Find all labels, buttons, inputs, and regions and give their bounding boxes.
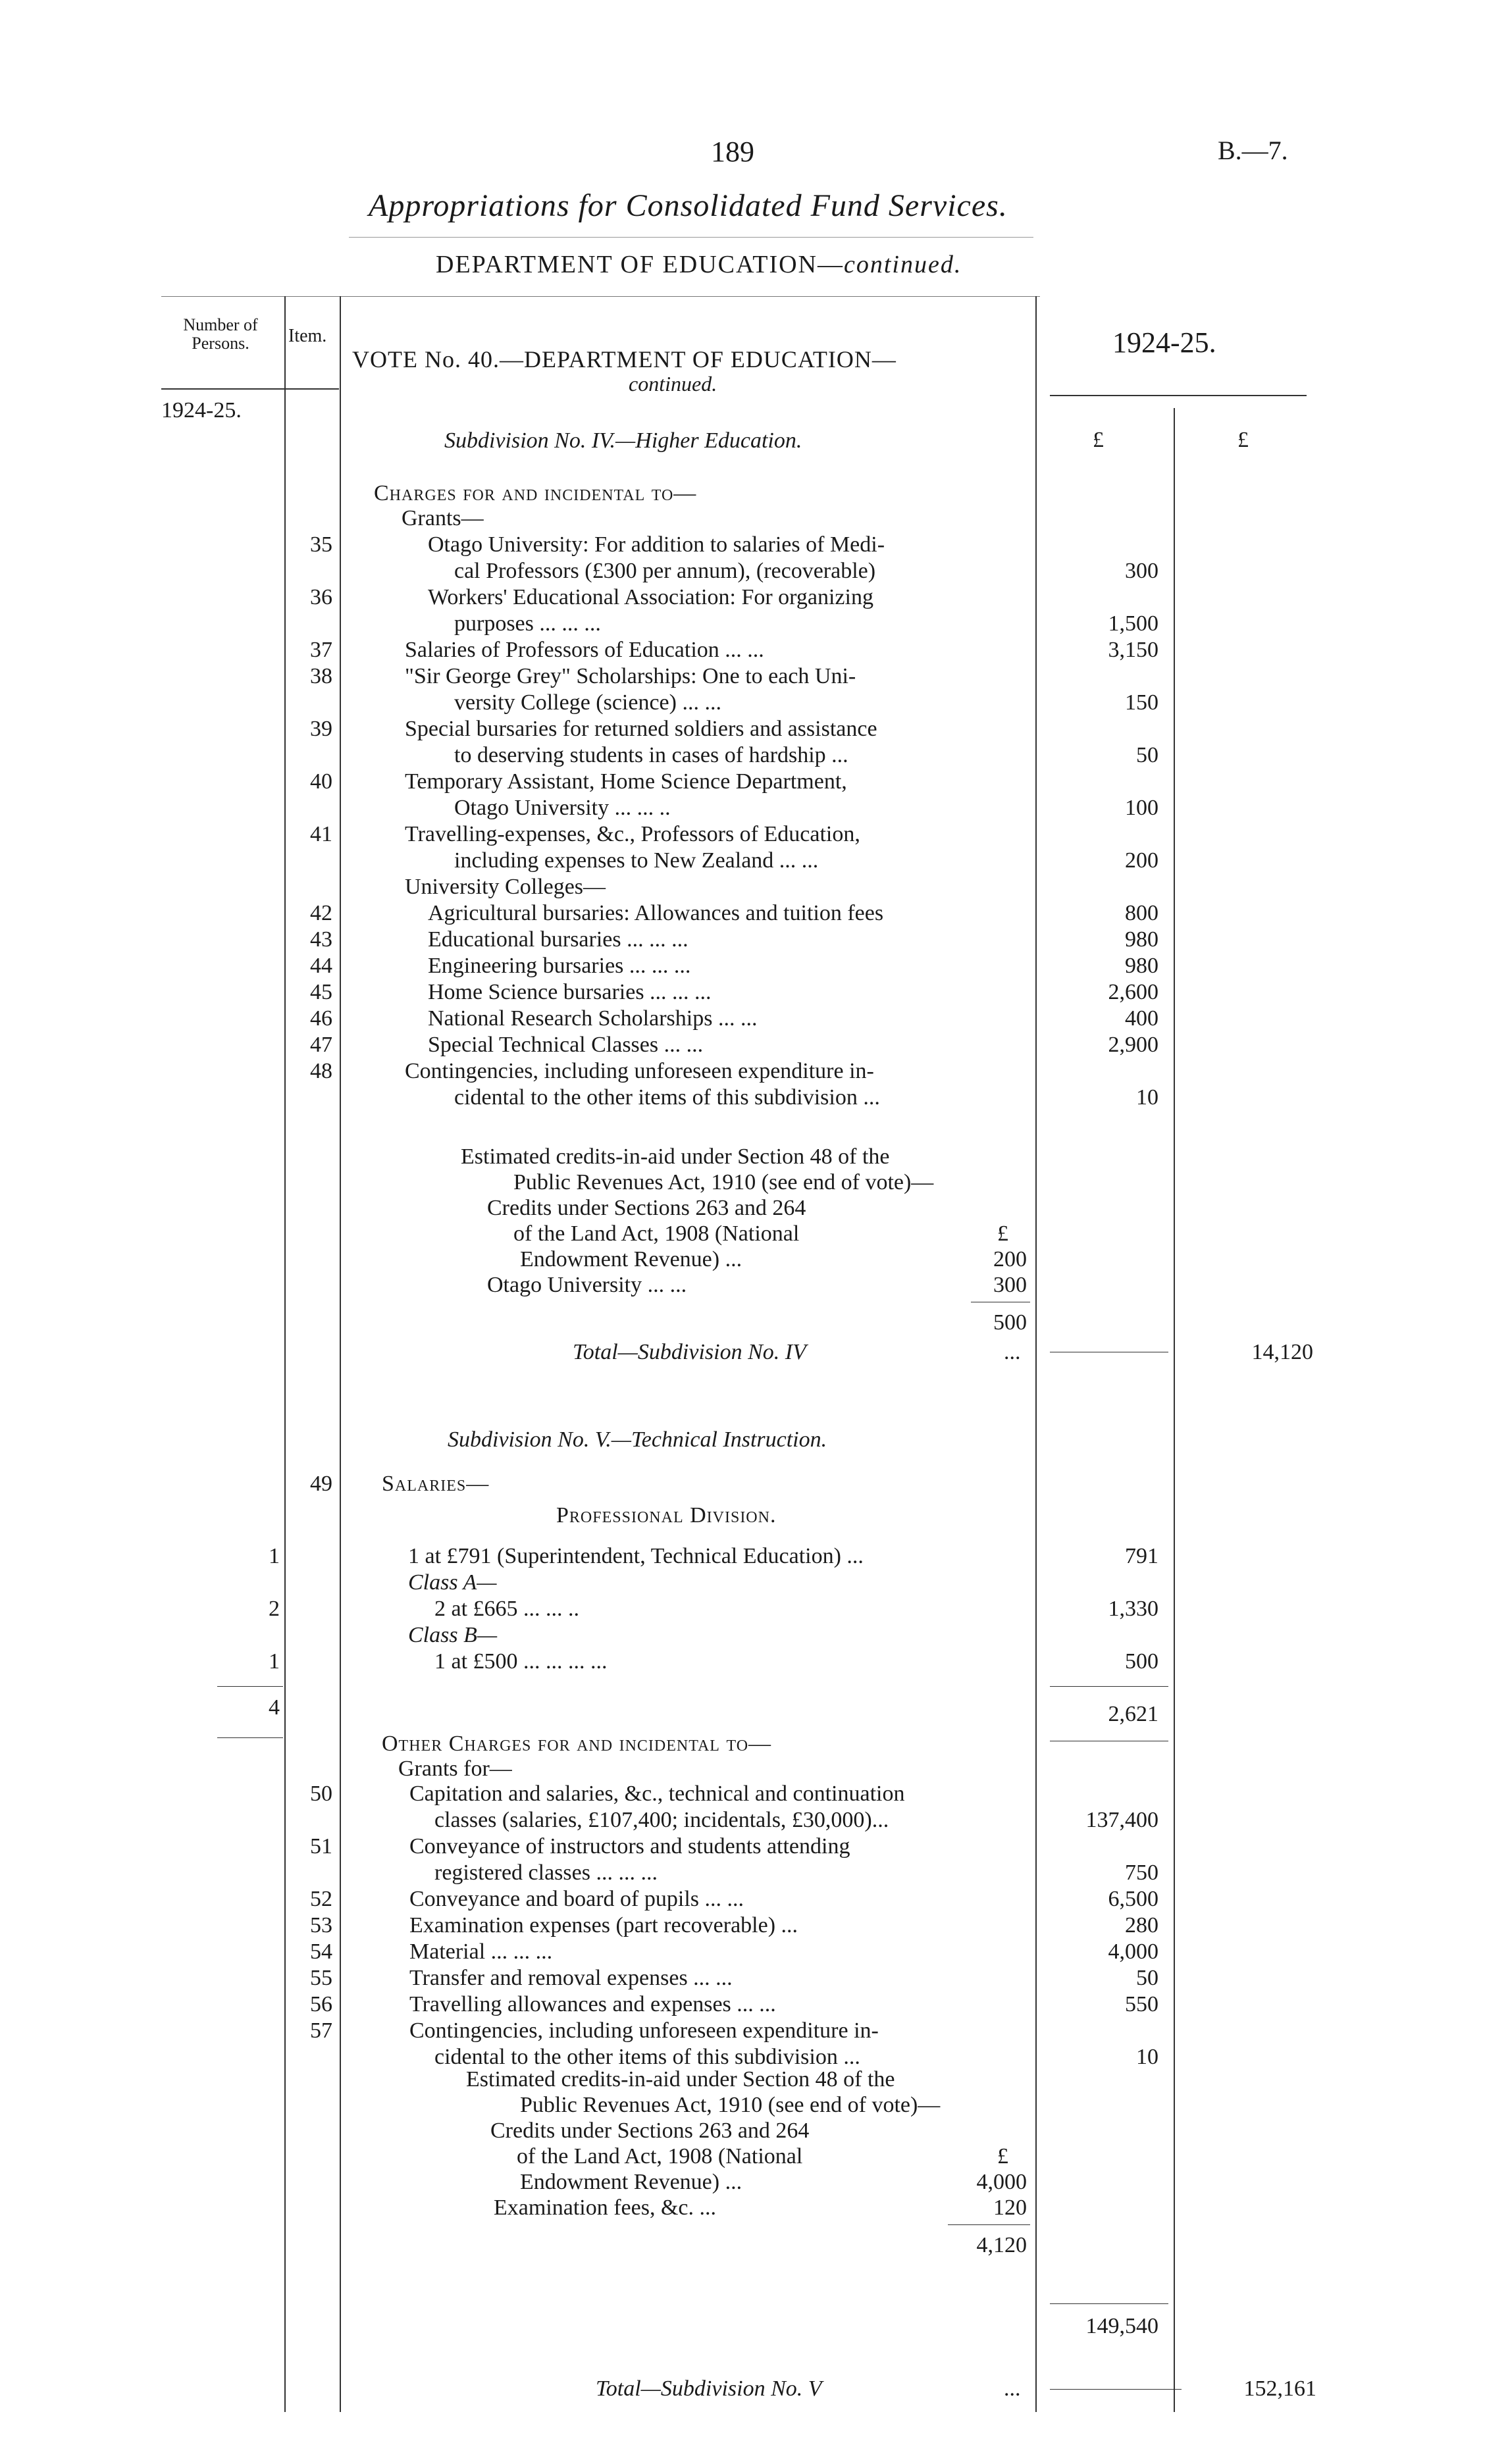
salary-row-2: 2 at £665 ... ... ..: [434, 1597, 580, 1621]
item-number: 44: [310, 954, 332, 978]
sub5-credits-line6: Examination fees, &c. ...: [494, 2195, 717, 2220]
sub5-total-leader: ...: [1004, 2376, 1021, 2401]
item-number: 50: [310, 1782, 332, 1806]
item-amount: 3,150: [1108, 638, 1158, 662]
item-description-line: Home Science bursaries ... ... ...: [428, 980, 712, 1004]
vote-heading-continued: continued.: [629, 372, 717, 396]
item-description-line: registered classes ... ... ...: [434, 1861, 658, 1885]
item-number: 35: [310, 532, 332, 557]
salary-class-a-label: Class A—: [408, 1570, 497, 1595]
item-description-line: Conveyance and board of pupils ... ...: [409, 1887, 744, 1911]
item-number: 47: [310, 1033, 332, 1057]
item-amount: 10: [1136, 2045, 1158, 2069]
persons-total: 4: [269, 1695, 280, 1720]
item-amount: 280: [1125, 1913, 1158, 1938]
persons-total-rule: [217, 1686, 283, 1687]
item-description-line: Engineering bursaries ... ... ...: [428, 954, 691, 978]
item-amount: 10: [1136, 1085, 1158, 1110]
item-header: Item.: [288, 326, 327, 346]
item-amount: 2,900: [1108, 1033, 1158, 1057]
salary-row-3: 1 at £500 ... ... ... ...: [434, 1649, 608, 1674]
sub4-credits-line6: Otago University ... ...: [487, 1273, 687, 1297]
item-amount: 980: [1125, 954, 1158, 978]
item-number: 55: [310, 1966, 332, 1990]
salary-row-1: 1 at £791 (Superintendent, Technical Education) ...: [408, 1544, 864, 1568]
salary-amount-1: 791: [1125, 1544, 1158, 1568]
item-amount: 50: [1136, 743, 1158, 767]
item-description-line: Capitation and salaries, &c., technical and continuation: [409, 1782, 905, 1806]
item-description-line: to deserving students in cases of hardship ...: [454, 743, 848, 767]
sub5-total-label: Total—Subdivision No. V: [596, 2376, 822, 2401]
sub4-charges-heading: Charges for and incidental to—: [374, 481, 697, 505]
sub5-credits-line2: Public Revenues Act, 1910 (see end of vote)—: [520, 2093, 941, 2117]
item-description-line: Otago University ... ... ..: [454, 796, 671, 820]
item-column-rule: [340, 296, 341, 2412]
sub5-credits-line3: Credits under Sections 263 and 264: [490, 2118, 810, 2143]
item-description-line: National Research Scholarships ... ...: [428, 1006, 758, 1031]
sub5-other-charges-heading: Other Charges for and incidental to—: [382, 1732, 772, 1756]
item-number: 40: [310, 769, 332, 794]
item-amount: 6,500: [1108, 1887, 1158, 1911]
sub5-total-value: 152,161: [1243, 2376, 1316, 2401]
sub4-credits-line2: Public Revenues Act, 1910 (see end of vote)—: [513, 1170, 934, 1194]
item-number: 54: [310, 1939, 332, 1964]
item-description-line: Special Technical Classes ... ...: [428, 1033, 704, 1057]
item-number: 37: [310, 638, 332, 662]
item-description-line: purposes ... ... ...: [454, 611, 601, 636]
item-amount: 137,400: [1085, 1808, 1158, 1832]
sub4-credit-value-2: 300: [993, 1273, 1027, 1297]
persons-column-rule: [284, 296, 286, 2412]
sub5-other-total-rule: [1050, 2303, 1168, 2304]
pound-sign-totals: £: [1237, 428, 1249, 452]
pound-sign-items: £: [1093, 428, 1104, 452]
sub5-credits-pound: £: [997, 2144, 1008, 2169]
item-amount: 980: [1125, 927, 1158, 952]
item-description-line: cidental to the other items of this subdivision ...: [454, 1085, 880, 1110]
subdivision-iv-heading: Subdivision No. IV.—Higher Education.: [444, 428, 802, 453]
item-amount: 400: [1125, 1006, 1158, 1031]
item-amount: 750: [1125, 1861, 1158, 1885]
item-amount: 100: [1125, 796, 1158, 820]
item-number: 42: [310, 901, 332, 925]
item-number: 56: [310, 1992, 332, 2016]
salaries-total: 2,621: [1108, 1702, 1158, 1726]
sub5-credits-rule: [948, 2224, 1030, 2225]
header-left-rule: [161, 388, 339, 390]
item-description-line: Contingencies, including unforeseen expenditure in-: [405, 1059, 874, 1083]
item-description-line: Temporary Assistant, Home Science Department,: [405, 769, 847, 794]
item-amount: 800: [1125, 901, 1158, 925]
item-description-line: Salaries of Professors of Education ... ...: [405, 638, 764, 662]
item-number: 39: [310, 717, 332, 741]
item-description-line: Special bursaries for returned soldiers and assistance: [405, 717, 877, 741]
item-description-line: cal Professors (£300 per annum), (recoverable): [454, 559, 876, 583]
sub4-grants-heading: Grants—: [402, 506, 484, 530]
sub5-credit-value-2: 120: [993, 2195, 1027, 2220]
item-number: 38: [310, 664, 332, 688]
sub4-credit-value-1: 200: [993, 1247, 1027, 1271]
sub4-total-value: 14,120: [1251, 1340, 1313, 1364]
item-description-line: classes (salaries, £107,400; incidentals, £30,000)...: [434, 1808, 889, 1832]
item-number: 43: [310, 927, 332, 952]
item-description-line: Contingencies, including unforeseen expenditure in-: [409, 2018, 879, 2043]
item-number: 45: [310, 980, 332, 1004]
sub5-total-rule: [1050, 2389, 1182, 2390]
item-description-line: cidental to the other items of this subdivision ...: [434, 2045, 860, 2069]
item-number: 36: [310, 585, 332, 609]
description-column-rule: [1035, 296, 1037, 2412]
amount-column-rule: [1174, 408, 1175, 2412]
item-number: 57: [310, 2018, 332, 2043]
sub4-credits-line3: Credits under Sections 263 and 264: [487, 1196, 806, 1220]
item-number: 46: [310, 1006, 332, 1031]
item-number: 48: [310, 1059, 332, 1083]
salary-amount-3: 500: [1125, 1649, 1158, 1674]
item-description-line: University Colleges—: [405, 875, 606, 899]
item-amount: 300: [1125, 559, 1158, 583]
sub4-credits-pound: £: [997, 1221, 1008, 1246]
document-reference: B.—7.: [1218, 136, 1288, 165]
sub4-total-leader: ...: [1004, 1340, 1021, 1364]
number-of-persons-header: Number of Persons.: [183, 315, 258, 353]
page-number: 189: [711, 136, 754, 168]
sub4-credits-total: 500: [993, 1310, 1027, 1335]
sub5-credit-value-1: 4,000: [976, 2170, 1027, 2194]
professional-division-heading: Professional Division.: [556, 1503, 777, 1527]
sub4-credits-line5: Endowment Revenue) ...: [520, 1247, 742, 1271]
item-description-line: versity College (science) ... ...: [454, 690, 721, 715]
estimates-year-header: 1924-25.: [1112, 326, 1216, 359]
sub5-credits-line5: Endowment Revenue) ...: [520, 2170, 742, 2194]
item-description-line: Educational bursaries ... ... ...: [428, 927, 689, 952]
item-amount: 150: [1125, 690, 1158, 715]
sub5-credits-line1: Estimated credits-in-aid under Section 48 of the: [466, 2067, 895, 2092]
sub5-credits-total: 4,120: [976, 2233, 1027, 2257]
item-description-line: "Sir George Grey" Scholarships: One to each Uni-: [405, 664, 856, 688]
sub5-credits-line4: of the Land Act, 1908 (National: [517, 2144, 803, 2169]
item-description-line: Travelling-expenses, &c., Professors of Education,: [405, 822, 860, 846]
salary-amount-2: 1,330: [1108, 1597, 1158, 1621]
sub4-credits-line1: Estimated credits-in-aid under Section 48 of the: [461, 1144, 890, 1169]
item-number: 52: [310, 1887, 332, 1911]
salaries-total-rule: [1050, 1686, 1168, 1687]
sub4-credits-line4: of the Land Act, 1908 (National: [513, 1221, 800, 1246]
salary-persons-3: 1: [269, 1649, 280, 1674]
salary-class-b-label: Class B—: [408, 1623, 498, 1647]
item-description-line: Transfer and removal expenses ... ...: [409, 1966, 733, 1990]
header-top-rule: [161, 296, 1040, 297]
item-amount: 1,500: [1108, 611, 1158, 636]
sub5-other-total: 149,540: [1085, 2314, 1158, 2338]
page-title: Appropriations for Consolidated Fund Services.: [369, 188, 1008, 223]
item-number: 41: [310, 822, 332, 846]
item-amount: 2,600: [1108, 980, 1158, 1004]
item-number: 53: [310, 1913, 332, 1938]
item-description-line: Examination expenses (part recoverable) ...: [409, 1913, 798, 1938]
item-amount: 4,000: [1108, 1939, 1158, 1964]
persons-total-underline: [217, 1737, 283, 1738]
sub5-salaries-item: 49: [310, 1472, 332, 1496]
title-rule: [349, 237, 1033, 238]
item-description-line: Conveyance of instructors and students attending: [409, 1834, 850, 1859]
sub5-salaries-heading: Salaries—: [382, 1472, 490, 1496]
persons-year-header: 1924-25.: [161, 398, 242, 423]
vote-heading: VOTE No. 40.—DEPARTMENT OF EDUCATION—: [352, 346, 897, 372]
sub4-total-label: Total—Subdivision No. IV: [573, 1340, 806, 1364]
item-amount: 200: [1125, 848, 1158, 873]
item-amount: 50: [1136, 1966, 1158, 1990]
salary-persons-1: 1: [269, 1544, 280, 1568]
department-heading: DEPARTMENT OF EDUCATION—continued.: [436, 251, 962, 278]
header-right-rule: [1050, 395, 1307, 396]
item-description-line: Agricultural bursaries: Allowances and tuition fees: [428, 901, 884, 925]
sub5-grants-heading: Grants for—: [398, 1757, 512, 1781]
item-description-line: including expenses to New Zealand ... ...: [454, 848, 819, 873]
item-description-line: Material ... ... ...: [409, 1939, 553, 1964]
salary-persons-2: 2: [269, 1597, 280, 1621]
item-description-line: Travelling allowances and expenses ... ...: [409, 1992, 776, 2016]
item-amount: 550: [1125, 1992, 1158, 2016]
item-number: 51: [310, 1834, 332, 1859]
item-description-line: Otago University: For addition to salaries of Medi-: [428, 532, 885, 557]
item-description-line: Workers' Educational Association: For organizing: [428, 585, 873, 609]
subdivision-v-heading: Subdivision No. V.—Technical Instruction.: [448, 1427, 827, 1452]
